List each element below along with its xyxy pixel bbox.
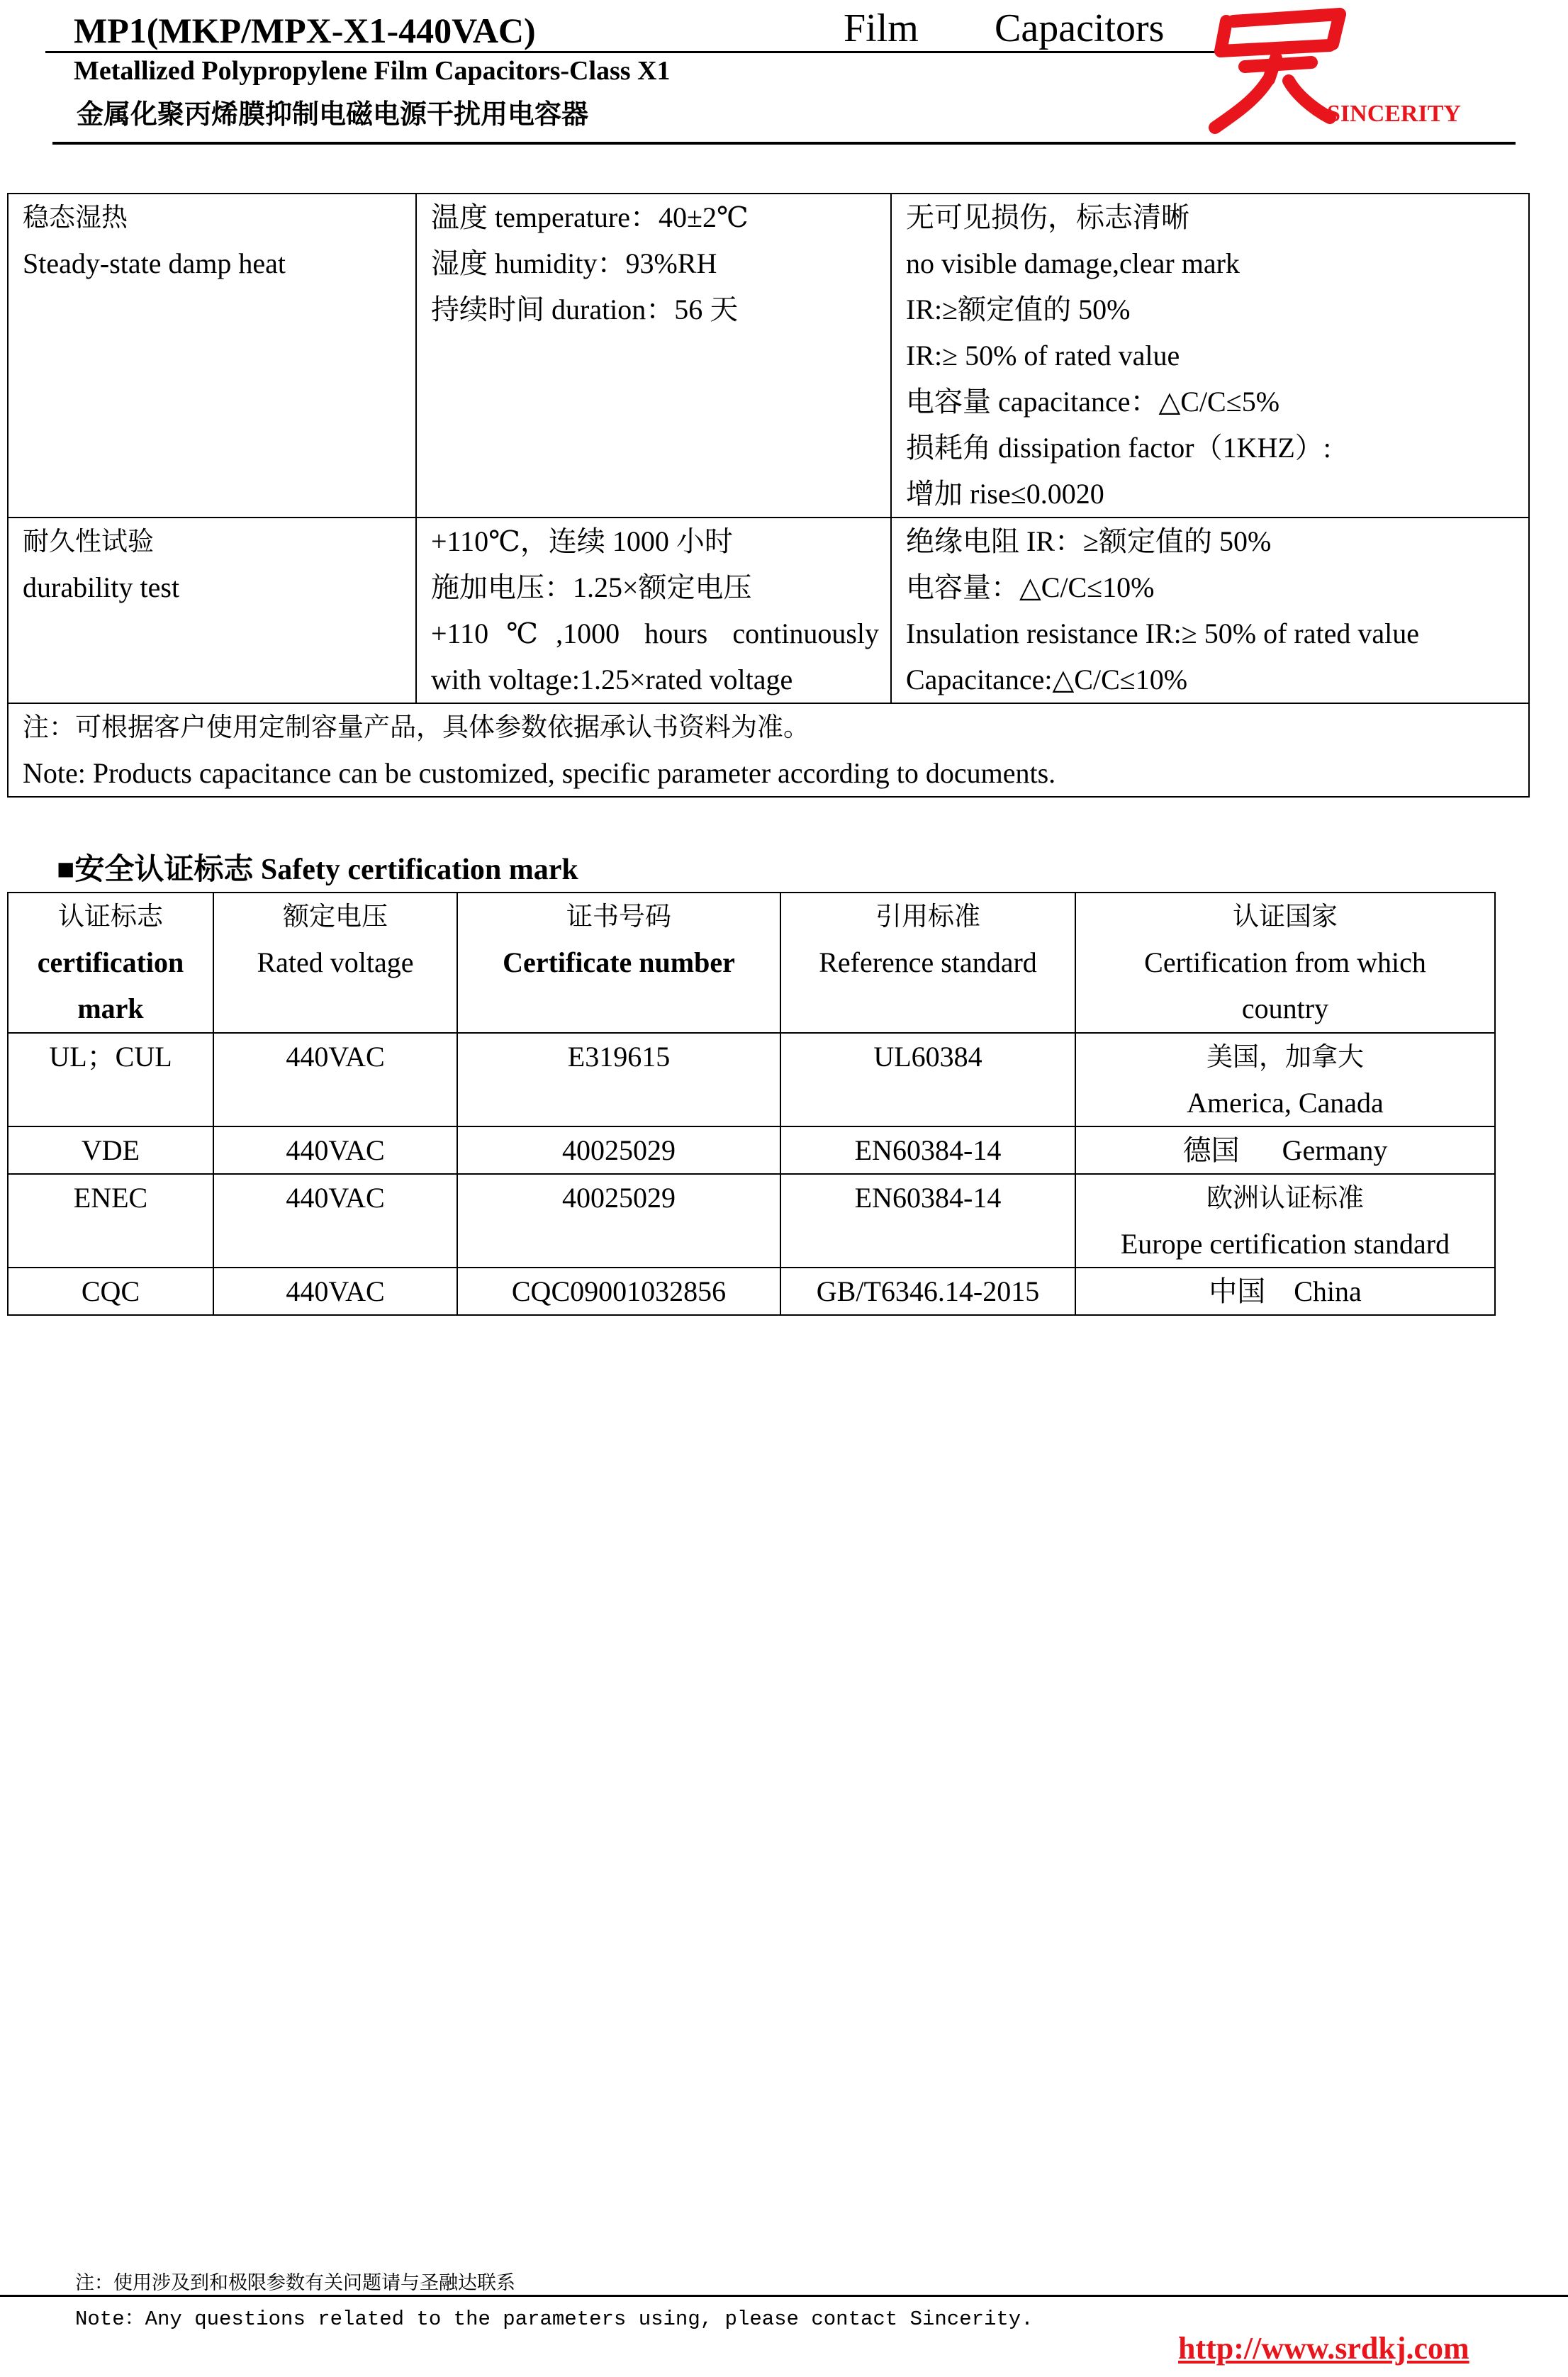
note-cn: 注：可根据客户使用定制容量产品，具体参数依据承认书资料为准。 [23,712,810,742]
reference-standard-cell: UL60384 [780,1033,1075,1126]
header-cn: 证书号码 [566,901,671,932]
country-cell [1075,1174,1495,1268]
country-en: Europe certification standard [1120,1228,1450,1260]
test-name-cn: 稳态湿热 [23,202,128,233]
requirement-line: 电容量：△C/C≤10% [906,571,1155,603]
requirement-line: 损耗角 dissipation factor（1KHZ）: [906,432,1331,464]
condition-line: 持续时间 duration：56 天 [431,293,739,325]
rated-voltage-cell: 440VAC [213,1174,457,1268]
note-cell [8,703,1529,797]
cert-mark-cell: CQC [8,1268,213,1315]
country-cn: 美国，加拿大 [1206,1041,1364,1072]
header-cell [1075,893,1495,1033]
footer-note-en: Note：Any questions related to the parameters using, please contact Sincerity. [75,2308,1034,2331]
table-row [8,1126,1495,1174]
rated-voltage-cell: 440VAC [213,1268,457,1315]
header-cell [213,893,457,1033]
test-name-cell [8,518,416,703]
test-requirements-cell [891,518,1529,703]
requirement-line: IR:≥额定值的 50% [906,293,1131,325]
country-cell [1075,1033,1495,1126]
certificate-number-cell: E319615 [457,1033,780,1126]
document-title: MP1(MKP/MPX-X1-440VAC) [74,11,536,50]
test-conditions-cell [416,194,891,518]
rated-voltage-cell: 440VAC [213,1033,457,1126]
condition-line: +110℃，连续 1000 小时 [431,525,733,557]
condition-line: 施加电压：1.25×额定电压 [431,571,752,603]
test-conditions-table [7,193,1530,798]
header-en: Certificate number [503,946,735,978]
country-text: 德国 Germany [1182,1134,1388,1166]
table-row [8,194,1529,518]
subtitle-cn: 金属化聚丙烯膜抑制电磁电源干扰用电容器 [77,99,589,130]
header-cell [8,893,213,1033]
requirement-line: 绝缘电阻 IR：≥额定值的 50% [906,525,1272,557]
requirement-line: Capacitance:△C/C≤10% [906,664,1188,695]
header-cn: 认证国家 [1233,901,1338,932]
country-cn: 欧洲认证标准 [1206,1182,1364,1213]
logo-text: SINCERITY [1327,101,1461,127]
header-cell [457,893,780,1033]
condition-line: 湿度 humidity：93%RH [431,247,717,279]
subtitle-en: Metallized Polypropylene Film Capacitors-Class X1 [74,56,671,86]
reference-standard-cell: GB/T6346.14-2015 [780,1268,1075,1315]
header-en: certification mark [37,946,184,1024]
test-name-cn: 耐久性试验 [23,526,154,557]
cert-mark-cell: ENEC [8,1174,213,1268]
country-cell [1075,1268,1495,1315]
reference-standard-cell: EN60384-14 [780,1126,1075,1174]
certificate-number-cell: 40025029 [457,1174,780,1268]
table-row [8,1033,1495,1126]
requirement-line: 增加 rise≤0.0020 [906,478,1104,510]
requirement-line: Insulation resistance IR:≥ 50% of rated value [906,617,1419,649]
website-link[interactable]: http://www.srdkj.com [1178,2331,1469,2366]
header-cn: 认证标志 [58,901,163,932]
header-en: Rated voltage [257,946,414,978]
requirement-line: 无可见损伤，标志清晰 [906,201,1189,233]
table-row [8,518,1529,703]
test-conditions-cell [416,518,891,703]
condition-line: with voltage:1.25×rated voltage [431,664,793,695]
cert-section-heading: ■安全认证标志 Safety certification mark [57,854,578,886]
table-row [8,703,1529,797]
test-requirements-cell [891,194,1529,518]
requirement-line: IR:≥ 50% of rated value [906,340,1180,371]
table-header-row [8,893,1495,1033]
condition-line: +110℃,1000 hours continuously [431,617,879,649]
table-row [8,1268,1495,1315]
test-name-en: Steady-state damp heat [23,247,286,279]
condition-line: 温度 temperature：40±2℃ [431,201,749,233]
header-divider [52,142,1516,145]
header-cn: 引用标准 [875,901,980,932]
requirement-line: no visible damage,clear mark [906,247,1240,279]
category-word-capacitors: Capacitors [995,6,1165,50]
header-en: Reference standard [819,946,1037,978]
header-cn: 额定电压 [283,901,388,932]
rated-voltage-cell: 440VAC [213,1126,457,1174]
country-cell [1075,1126,1495,1174]
test-name-cell [8,194,416,518]
certificate-number-cell: CQC09001032856 [457,1268,780,1315]
test-name-en: durability test [23,571,180,603]
certificate-number-cell: 40025029 [457,1126,780,1174]
header-cell [780,893,1075,1033]
cert-mark-cell: UL；CUL [8,1033,213,1126]
category-word-film: Film [844,6,919,50]
note-en: Note: Products capacitance can be customized, specific parameter according to documents. [23,757,1056,789]
cert-mark-cell: VDE [8,1126,213,1174]
footer-divider [0,2295,1568,2297]
reference-standard-cell: EN60384-14 [780,1174,1075,1268]
table-row [8,1174,1495,1268]
requirement-line: 电容量 capacitance：△C/C≤5% [906,386,1280,418]
country-text: 中国 China [1209,1275,1362,1307]
footer-note-cn: 注：使用涉及到和极限参数有关问题请与圣融达联系 [75,2272,515,2294]
country-en: America, Canada [1187,1087,1384,1119]
header-en: Certification from which country [1144,946,1426,1024]
certification-table [7,892,1496,1316]
title-underline [45,51,1215,53]
